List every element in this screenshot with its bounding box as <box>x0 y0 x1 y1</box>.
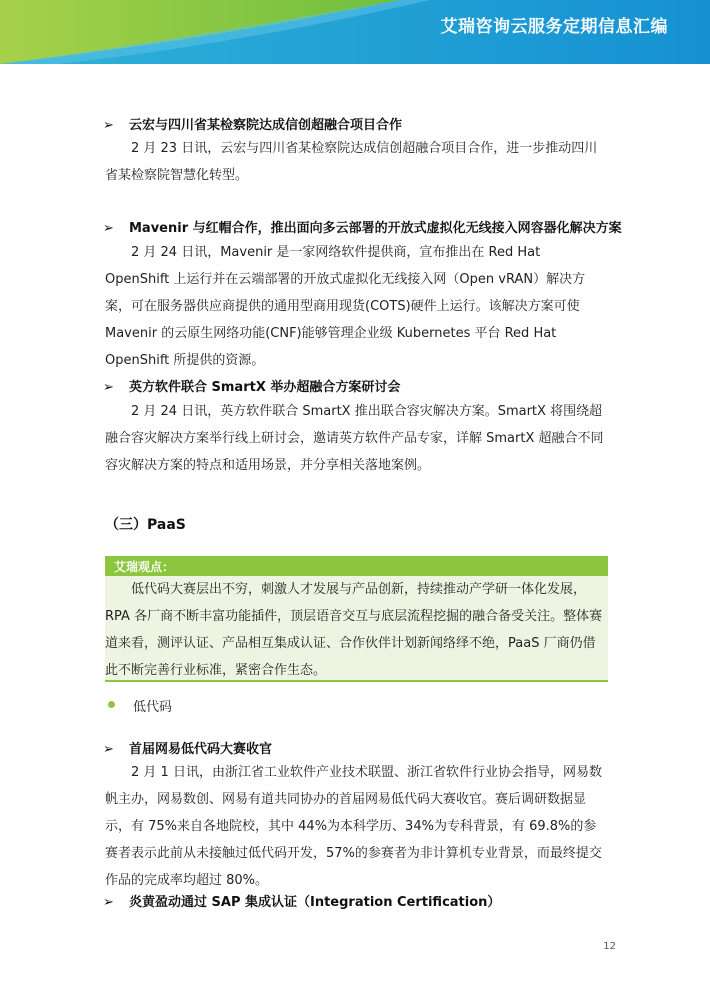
subsection-label: 低代码 <box>133 700 173 715</box>
header-title: 艾瑞咨询云服务定期信息汇编 <box>440 17 668 37</box>
arrow-bullet-icon: ➢ <box>103 221 114 236</box>
arrow-bullet-icon: ➢ <box>103 895 114 910</box>
item-heading: ➢ 首届网易低代码大赛收官 <box>103 742 273 757</box>
bullet-dot-icon <box>108 701 115 708</box>
arrow-bullet-icon: ➢ <box>103 118 114 133</box>
item-body: 2 月 23 日讯，云宏与四川省某检察院达成信创超融合项目合作，进一步推动四川省某检察院智慧化转型。 <box>105 141 598 183</box>
page-header <box>0 0 710 64</box>
item-heading: ➢ 云宏与四川省某检察院达成信创超融合项目合作 <box>103 118 403 133</box>
viewpoint-body: 低代码大赛层出不穷，刺激人才发展与产品创新，持续推动产学研一体化发展，RPA 各厂商不断丰富功能插件，顶层语音交互与底层流程挖掘的融合备受关注。整体赛道来看，测评认证、产品相互集成认证、合作伙伴计划新闻络绎不绝，PaaS 厂商仍借此不断完善行业标准，紧密合作生态。 <box>105 582 603 678</box>
item-heading: ➢ Mavenir 与红帽合作，推出面向多云部署的开放式虚拟化无线接入网容器化解决方案 <box>103 221 622 236</box>
arrow-bullet-icon: ➢ <box>103 380 114 395</box>
arrow-bullet-icon: ➢ <box>103 742 114 757</box>
item-body: 2 月 24 日讯，英方软件联合 SmartX 推出联合容灾解决方案。SmartX 将围绕超融合容灾解决方案举行线上研讨会，邀请英方软件产品专家，详解 SmartX 超融合不同容灾解决方案的特点和适用场景，并分享相关落地案例。 <box>105 404 604 473</box>
item-heading: ➢ 炎黄盈动通过 SAP 集成认证（Integration Certification） <box>103 895 501 910</box>
section-title: （三）PaaS <box>105 517 186 533</box>
page-number: 12 <box>603 941 616 952</box>
viewpoint-label: 艾瑞观点： <box>114 560 175 574</box>
viewpoint-rule <box>105 680 608 682</box>
item-body: 2 月 1 日讯，由浙江省工业软件产业技术联盟、浙江省软件行业协会指导，网易数帆主办，网易数创、网易有道共同协办的首届网易低代码大赛收官。赛后调研数据显示，有 75%来自各地院校，其中 44%为本科学历、34%为专科背景，有 69.8%的参赛者表示此前从未接触过低代码开发，57%的参赛者为非计算机专业背景，而最终提交作品的完成率均超过 80%。 <box>105 765 602 888</box>
item-heading: ➢ 英方软件联合 SmartX 举办超融合方案研讨会 <box>103 380 401 395</box>
viewpoint-header <box>105 556 608 576</box>
item-body: 2 月 24 日讯，Mavenir 是一家网络软件提供商，宣布推出在 Red Hat OpenShift 上运行并在云端部署的开放式虚拟化无线接入网（Open vRAN）解决方案，可在服务器供应商提供的通用型商用现货(COTS)硬件上运行。该解决方案可使 Mavenir 的云原生网络功能(CNF)能够管理企业级 Kubernetes 平台 Red Hat OpenShift 所提供的资源。 <box>105 245 586 368</box>
